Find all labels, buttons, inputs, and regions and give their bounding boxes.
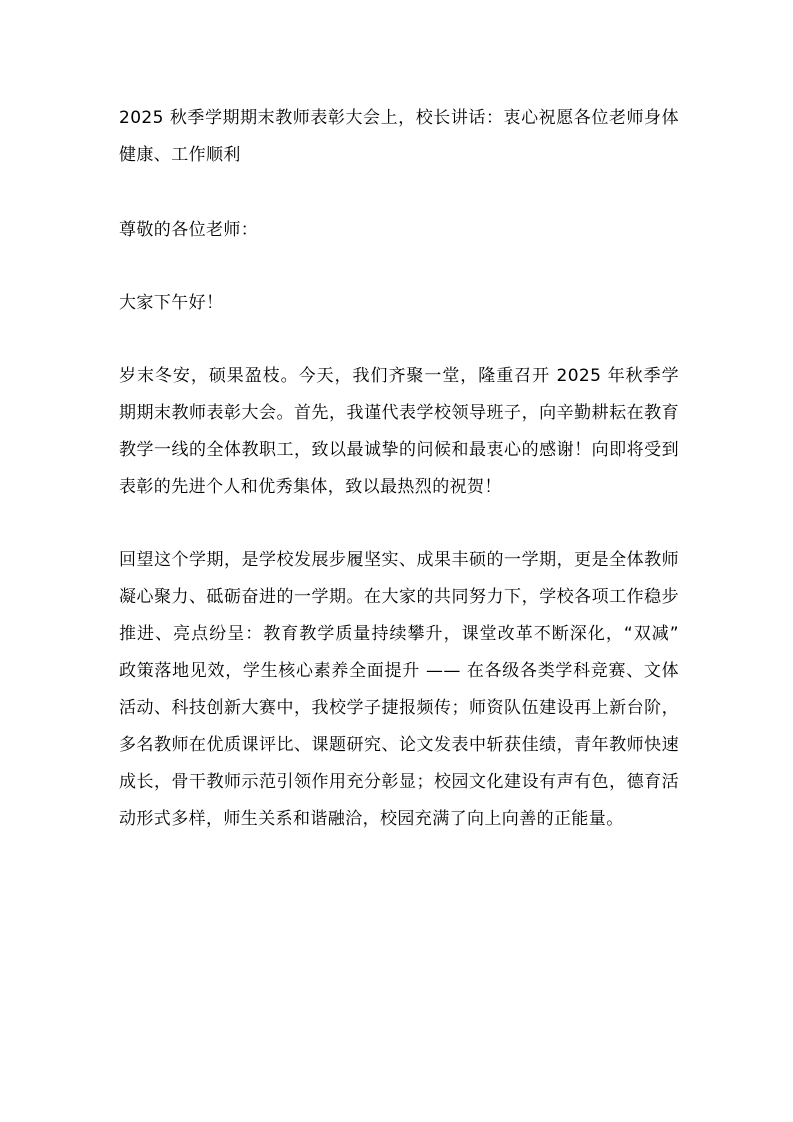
paragraph-review: 回望这个学期，是学校发展步履坚实、成果丰硕的一学期，更是全体教师凝心聚力、砥砺奋进的一学期。在大家的共同努力下，学校各项工作稳步推进、亮点纷呈：教育教学质量持续攀升，课堂改革不断深化，“双减” 政策落地见效，学生核心素养全面提升 —— 在各级各类学科竞赛、文体活动、科技创新大赛中，我校学子捷报频传；师资队伍建设再上新台阶，多名教师在优质课评比、课题研究、论文发表中斩获佳绩，青年教师快速成长，骨干教师示范引领作用充分彰显；校园文化建设有声有色，德育活动形式多样，师生关系和谐融洽，校园充满了向上向善的正能量。 xyxy=(119,550,679,829)
greeting: 大家下午好！ xyxy=(119,293,224,313)
salutation: 尊敬的各位老师： xyxy=(119,220,259,240)
document-title: 2025 秋季学期期末教师表彰大会上，校长讲话：衷心祝愿各位老师身体健康、工作顺利 xyxy=(119,108,679,165)
paragraph-opening: 岁末冬安，硕果盈枝。今天，我们齐聚一堂，隆重召开 2025 年秋季学期期末教师表彰大会。首先，我谨代表学校领导班子，向辛勤耕耘在教育教学一线的全体教职工，致以最诚挚的问候和最衷心的感谢！向即将受到表彰的先进个人和优秀集体，致以最热烈的祝贺！ xyxy=(119,366,679,497)
document-body xyxy=(119,100,679,838)
